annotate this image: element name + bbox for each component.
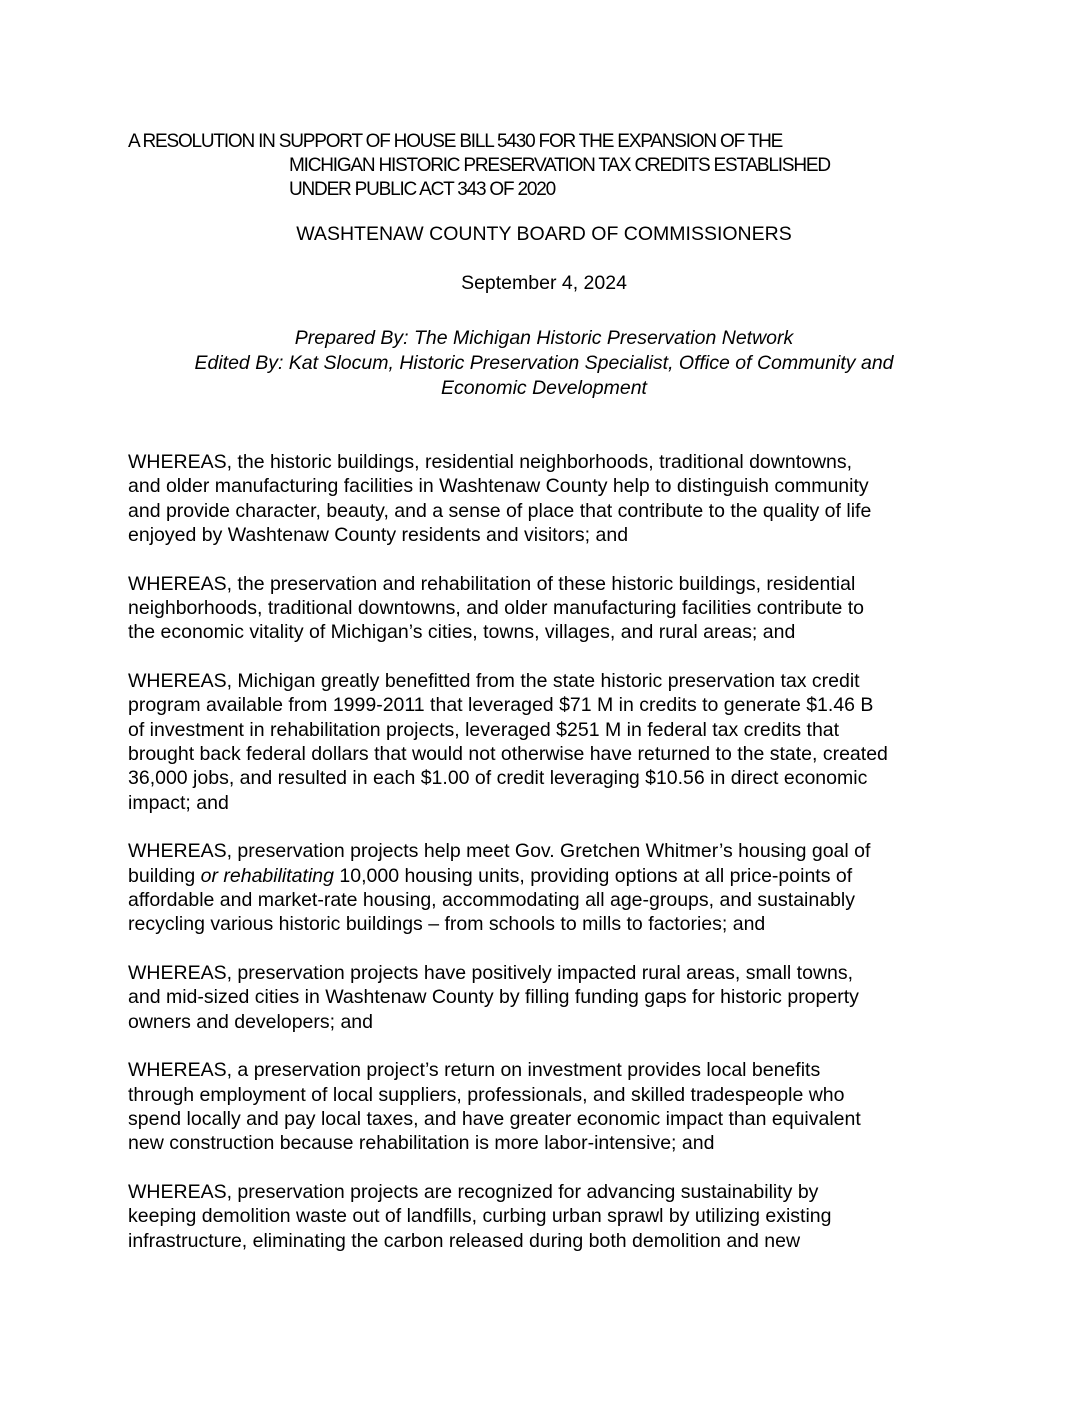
whereas-paragraph-5: [128, 961, 978, 1034]
paragraph-line: brought back federal dollars that would not otherwise have returned to the state, created: [128, 742, 888, 765]
paragraph-line: and provide character, beauty, and a sense of place that contribute to the quality of life: [128, 499, 872, 522]
edited-by-line-1: Edited By: Kat Slocum, Historic Preservation Specialist, Office of Community and: [194, 352, 894, 374]
paragraph-line: neighborhoods, traditional downtowns, and older manufacturing facilities contribute to: [128, 596, 865, 619]
paragraph-line: WHEREAS, Michigan greatly benefitted from the state historic preservation tax credit: [128, 670, 860, 693]
title-line-2: MICHIGAN HISTORIC PRESERVATION TAX CREDITS ESTABLISHED: [289, 155, 830, 176]
paragraph-line: WHEREAS, a preservation project’s return on investment provides local benefits: [128, 1059, 821, 1082]
edited-by-line-2: Economic Development: [441, 377, 647, 399]
title-line-3: UNDER PUBLIC ACT 343 OF 2020: [289, 179, 555, 200]
paragraph-line: the economic vitality of Michigan’s cities, towns, villages, and rural areas; and: [128, 621, 796, 644]
paragraph-line: spend locally and pay local taxes, and have greater economic impact than equivalent: [128, 1108, 861, 1131]
paragraph-line: through employment of local suppliers, professionals, and skilled tradespeople who: [128, 1083, 845, 1106]
italic-phrase: or rehabilitating: [200, 864, 334, 887]
line-text-after: 10,000 housing units, providing options at all price-points of: [333, 864, 853, 887]
paragraph-line: WHEREAS, the preservation and rehabilitation of these historic buildings, residential: [128, 572, 856, 595]
title-line-1: A RESOLUTION IN SUPPORT OF HOUSE BILL 5430 FOR THE EXPANSION OF THE: [128, 131, 783, 152]
paragraph-line: and mid-sized cities in Washtenaw County by filling funding gaps for historic property: [128, 986, 859, 1009]
whereas-paragraph-6: [128, 1058, 978, 1155]
paragraph-line: owners and developers; and: [128, 1010, 373, 1033]
paragraph-line: and older manufacturing facilities in Washtenaw County help to distinguish community: [128, 475, 869, 498]
paragraph-line: affordable and market-rate housing, accommodating all age-groups, and sustainably: [128, 888, 855, 911]
paragraph-line: keeping demolition waste out of landfills, curbing urban sprawl by utilizing existing: [128, 1205, 832, 1228]
paragraph-line: WHEREAS, the historic buildings, residential neighborhoods, traditional downtowns,: [128, 451, 853, 473]
paragraph-line: of investment in rehabilitation projects, leveraged $251 M in federal tax credits that: [128, 718, 840, 741]
line-text-before: building: [128, 864, 201, 887]
paragraph-line: WHEREAS, preservation projects have positively impacted rural areas, small towns,: [128, 962, 854, 985]
whereas-paragraph-1: [128, 450, 978, 547]
paragraph-line: WHEREAS, preservation projects are recognized for advancing sustainability by: [128, 1181, 819, 1204]
resolution-title: [128, 130, 928, 202]
paragraph-line: impact; and: [128, 791, 229, 814]
paragraph-line: [128, 864, 978, 888]
resolution-date: September 4, 2024: [461, 272, 627, 294]
whereas-paragraph-3: [128, 669, 978, 815]
whereas-paragraph-2: [128, 572, 978, 645]
whereas-paragraph-4: [128, 839, 978, 936]
prepared-by: Prepared By: The Michigan Historic Preservation Network: [294, 327, 794, 349]
paragraph-line: enjoyed by Washtenaw County residents and visitors; and: [128, 523, 629, 546]
paragraph-line: infrastructure, eliminating the carbon released during both demolition and new: [128, 1229, 801, 1252]
paragraph-line: WHEREAS, preservation projects help meet Gov. Gretchen Whitmer’s housing goal of: [128, 840, 871, 863]
board-name: WASHTENAW COUNTY BOARD OF COMMISSIONERS: [296, 223, 792, 245]
paragraph-line: 36,000 jobs, and resulted in each $1.00 of credit leveraging $10.56 in direct economic: [128, 767, 868, 790]
paragraph-line: new construction because rehabilitation is more labor-intensive; and: [128, 1132, 715, 1155]
paragraph-line: recycling various historic buildings – from schools to mills to factories; and: [128, 913, 766, 936]
resolution-body: [128, 450, 978, 1278]
paragraph-line: program available from 1999-2011 that leveraged $71 M in credits to generate $1.46 B: [128, 694, 874, 717]
whereas-paragraph-7: [128, 1180, 978, 1253]
credits-block: [0, 326, 1088, 401]
